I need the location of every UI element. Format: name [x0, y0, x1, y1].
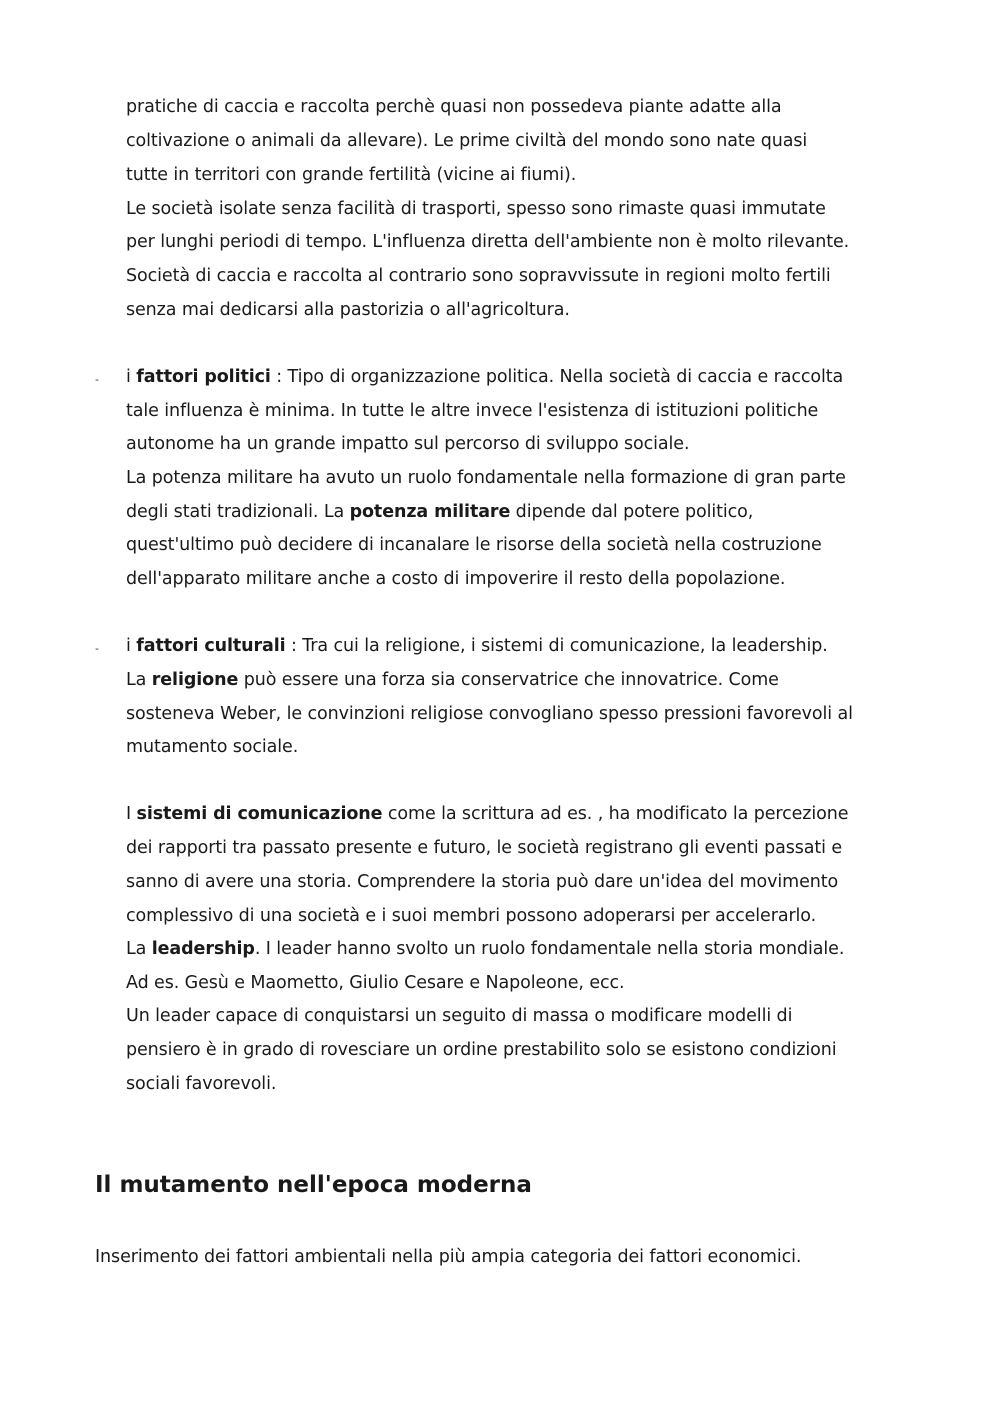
text-line — [126, 669, 779, 691]
bold-term: leadership — [151, 939, 255, 959]
text-line: quest'ultimo può decidere di incanalare le risorse della società nella costruzione — [126, 535, 822, 555]
text-line: autonome ha un grande impatto sul percorso di sviluppo sociale. — [126, 434, 690, 454]
text-line: pensiero è in grado di rovesciare un ordine prestabilito solo se esistono condizioni — [126, 1040, 837, 1060]
text-span: : Tipo di organizzazione politica. Nella società di caccia e raccolta — [270, 367, 844, 387]
text-span: i — [126, 636, 137, 656]
text-line — [126, 938, 844, 960]
text-line: coltivazione o animali da allevare). Le prime civiltà del mondo sono nate quasi — [126, 131, 808, 151]
text-span: dipende dal potere politico, — [510, 502, 754, 522]
text-line: pratiche di caccia e raccolta perchè quasi non possedeva piante adatte alla — [126, 97, 782, 117]
text-line: Un leader capace di conquistarsi un seguito di massa o modificare modelli di — [126, 1006, 793, 1026]
bold-term: fattori culturali — [136, 636, 286, 656]
text-span: i — [126, 367, 137, 387]
text-line: mutamento sociale. — [126, 737, 299, 757]
text-line: tale influenza è minima. In tutte le altre invece l'esistenza di istituzioni politiche — [126, 401, 819, 421]
text-line: Società di caccia e raccolta al contrario sono sopravvissute in regioni molto fertili — [126, 266, 831, 286]
bold-term: potenza militare — [349, 502, 511, 522]
text-line: Le società isolate senza facilità di trasporti, spesso sono rimaste quasi immutate — [126, 199, 826, 219]
list-bullet: - — [95, 373, 99, 386]
text-line: tutte in territori con grande fertilità (vicine ai fiumi). — [126, 165, 577, 185]
text-line: sosteneva Weber, le convinzioni religiose convogliano spesso pressioni favorevoli al — [126, 704, 853, 724]
list-bullet: - — [95, 642, 99, 655]
text-line: senza mai dedicarsi alla pastorizia o all'agricoltura. — [126, 300, 570, 320]
text-line: sanno di avere una storia. Comprendere la storia può dare un'idea del movimento — [126, 872, 839, 892]
text-span: . I leader hanno svolto un ruolo fondamentale nella storia mondiale. — [254, 939, 845, 959]
text-span: può essere una forza sia conservatrice che innovatrice. Come — [238, 670, 779, 690]
text-span: La — [126, 670, 152, 690]
text-line: sociali favorevoli. — [126, 1074, 277, 1094]
text-line: La potenza militare ha avuto un ruolo fondamentale nella formazione di gran parte — [126, 468, 846, 488]
text-span: come la scrittura ad es. , ha modificato la percezione — [382, 804, 849, 824]
text-line: per lunghi periodi di tempo. L'influenza diretta dell'ambiente non è molto rilevante. — [126, 232, 850, 252]
text-span: : Tra cui la religione, i sistemi di comunicazione, la leadership. — [285, 636, 828, 656]
text-line — [126, 366, 843, 388]
bold-term: religione — [151, 670, 239, 690]
bold-term: sistemi di comunicazione — [136, 804, 383, 824]
text-line: complessivo di una società e i suoi membri possono adoperarsi per accelerarlo. — [126, 906, 817, 926]
bold-term: fattori politici — [136, 367, 271, 387]
text-line — [126, 501, 753, 523]
text-span: I — [126, 804, 137, 824]
text-span: La — [126, 939, 152, 959]
text-line: dell'apparato militare anche a costo di impoverire il resto della popolazione. — [126, 569, 786, 589]
text-line: Ad es. Gesù e Maometto, Giulio Cesare e Napoleone, ecc. — [126, 973, 625, 993]
text-span: degli stati tradizionali. La — [126, 502, 350, 522]
section-paragraph: Inserimento dei fattori ambientali nella più ampia categoria dei fattori economici. — [95, 1247, 802, 1267]
text-line: dei rapporti tra passato presente e futuro, le società registrano gli eventi passati e — [126, 838, 843, 858]
text-line — [126, 635, 828, 657]
section-heading: Il mutamento nell'epoca moderna — [95, 1172, 532, 1198]
text-line — [126, 803, 848, 825]
